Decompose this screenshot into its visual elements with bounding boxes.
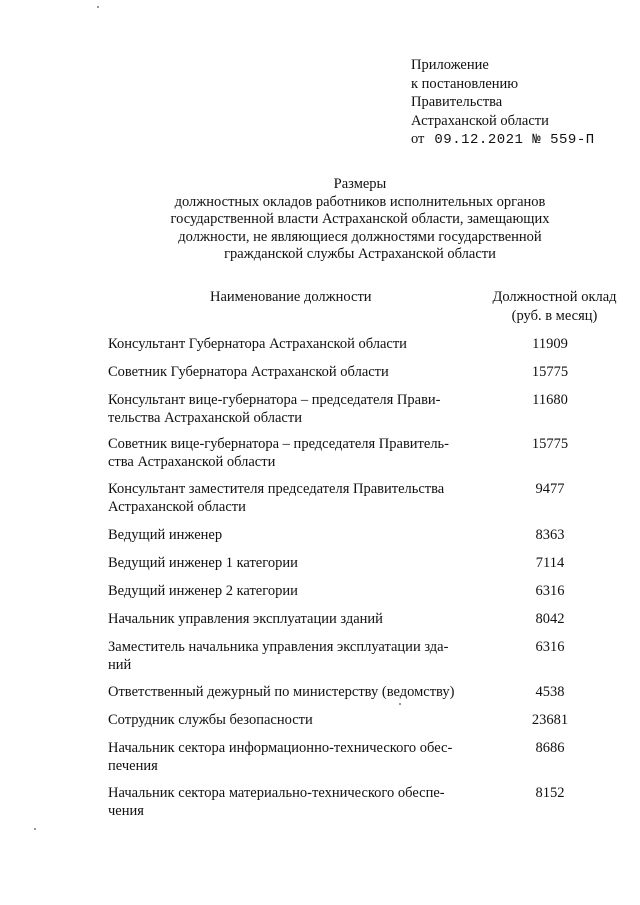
position-name-line: ний xyxy=(108,657,132,673)
position-name-line: Ведущий инженер 2 категории xyxy=(108,583,298,599)
position-name xyxy=(108,610,478,628)
position-name-line: Астраханской области xyxy=(108,499,246,515)
position-name xyxy=(108,739,478,775)
handwritten-date-number: 09.12.2021 № 559-П xyxy=(434,132,595,148)
position-name xyxy=(108,638,478,674)
position-name xyxy=(108,784,478,820)
position-name xyxy=(108,582,478,600)
salary-value: 4538 xyxy=(535,684,565,700)
salary-value: 11909 xyxy=(532,336,568,352)
salary-value: 15775 xyxy=(531,436,569,452)
position-name-line: Консультант заместителя председателя Правительства xyxy=(108,481,445,497)
salary-value: 6316 xyxy=(535,639,565,655)
appendix-line: Правительства xyxy=(411,94,503,110)
position-name-line: Ведущий инженер 1 категории xyxy=(108,555,298,571)
scan-speck xyxy=(34,828,36,830)
appendix-line: к постановлению xyxy=(411,75,519,92)
position-name-line: Начальник сектора материально-технического обеспе- xyxy=(108,785,445,801)
position-name xyxy=(108,363,478,381)
date-prefix: от xyxy=(411,131,425,147)
scan-speck xyxy=(399,703,401,705)
position-name-line: печения xyxy=(108,758,158,774)
position-name xyxy=(108,711,478,729)
position-name xyxy=(108,435,478,471)
salary-value: 8152 xyxy=(535,785,565,801)
column-header-salary-line: (руб. в месяц) xyxy=(511,307,598,324)
title-line: должности, не являющиеся должностями государственной xyxy=(178,228,542,245)
position-name xyxy=(108,391,478,427)
salary-value: 11680 xyxy=(532,392,568,408)
column-header-salary-line: Должностной оклад xyxy=(492,289,617,305)
position-name-line: чения xyxy=(108,803,144,819)
position-name xyxy=(108,554,478,572)
salary-value: 23681 xyxy=(531,712,569,728)
scan-speck xyxy=(97,6,99,8)
salary-value: 8363 xyxy=(535,527,565,543)
salary-value: 8686 xyxy=(535,740,565,756)
appendix-line: Приложение xyxy=(411,57,489,73)
column-header-position: Наименование должности xyxy=(210,289,372,305)
position-name xyxy=(108,335,478,353)
position-name-line: Ведущий инженер xyxy=(108,527,223,543)
salary-value: 9477 xyxy=(535,481,565,497)
position-name-line: ства Астраханской области xyxy=(108,454,276,470)
document-title xyxy=(110,176,610,264)
salary-value: 8042 xyxy=(535,611,565,627)
title-line: государственной власти Астраханской области, замещающих xyxy=(170,211,550,227)
salary-value: 7114 xyxy=(535,555,565,571)
appendix-date-line xyxy=(411,130,595,150)
position-name xyxy=(108,683,478,701)
position-name-line: Сотрудник службы безопасности xyxy=(108,712,313,728)
position-name-line: Начальник управления эксплуатации зданий xyxy=(108,611,383,627)
position-name xyxy=(108,480,478,516)
position-name-line: Заместитель начальника управления эксплуатации зда- xyxy=(108,639,449,655)
position-name-line: Советник вице-губернатора – председателя Правитель- xyxy=(108,436,449,452)
appendix-note xyxy=(411,56,595,150)
position-name xyxy=(108,526,478,544)
title-line: должностных окладов работников исполнительных органов xyxy=(174,193,546,210)
title-line: Размеры xyxy=(333,176,387,192)
position-name-line: тельства Астраханской области xyxy=(108,410,302,426)
salary-value: 15775 xyxy=(531,364,569,380)
column-header-salary xyxy=(477,288,632,325)
position-name-line: Консультант Губернатора Астраханской области xyxy=(108,336,407,352)
position-name-line: Консультант вице-губернатора – председателя Прави- xyxy=(108,392,441,408)
position-name-line: Советник Губернатора Астраханской области xyxy=(108,364,389,380)
position-name-line: Ответственный дежурный по министерству (ведомству) xyxy=(108,684,455,700)
salary-value: 6316 xyxy=(535,583,565,599)
title-line: гражданской службы Астраханской области xyxy=(224,246,496,262)
position-name-line: Начальник сектора информационно-технического обес- xyxy=(108,740,453,756)
appendix-line: Астраханской области xyxy=(411,112,549,129)
